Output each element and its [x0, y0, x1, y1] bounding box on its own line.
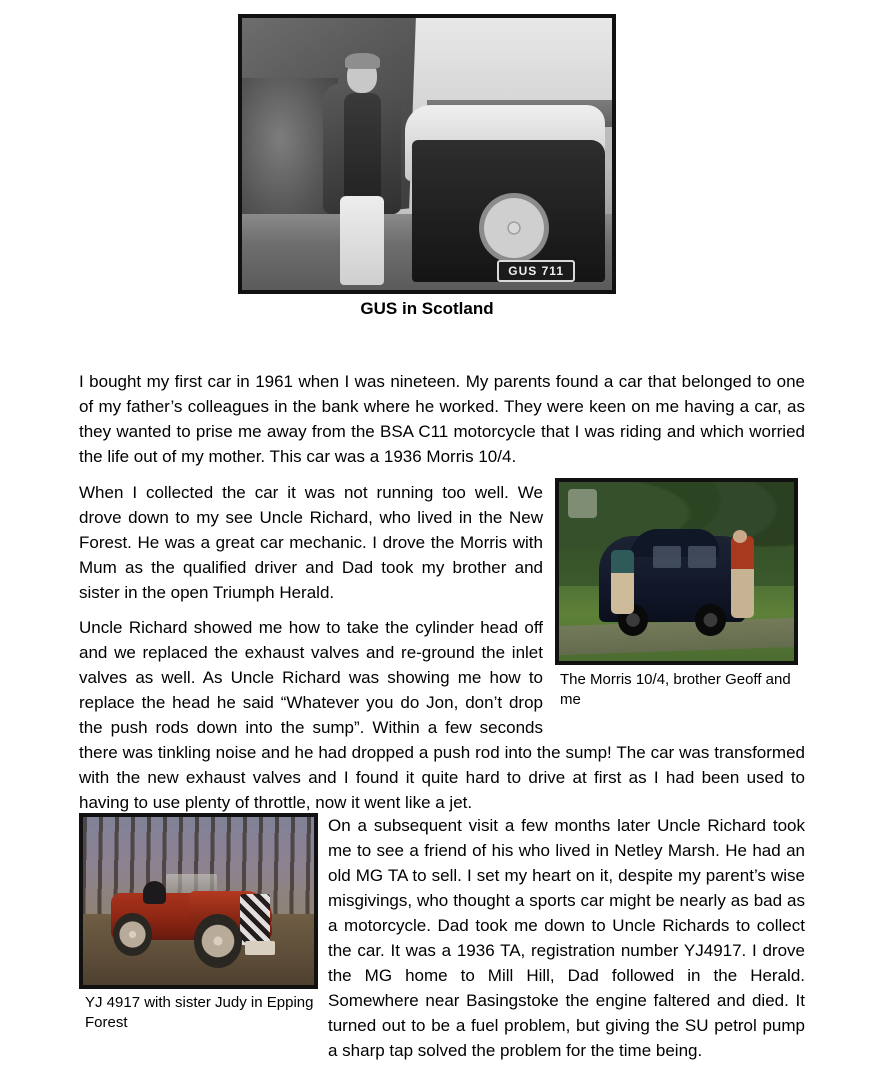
- photo-gus-man-cap: [345, 53, 380, 69]
- photo-morris-person-right: [731, 536, 755, 618]
- photo-mg-registration-plate: [245, 941, 275, 954]
- photo-mg-ta-yj4917: [79, 813, 318, 989]
- photo-gus-man-legs: [340, 196, 384, 285]
- paragraph-cylinder-head: [79, 615, 805, 815]
- text-wrap-spacer-morris: [543, 615, 805, 727]
- photo-morris-car-window-front: [653, 546, 681, 567]
- photo-gus-content: [242, 18, 612, 290]
- photo-morris-sky-gap: [568, 489, 596, 518]
- photo-gus-spare-wheel: [479, 193, 549, 263]
- paragraph-mg-ta-purchase: On a subsequent visit a few months later Uncle Richard took me to see a friend of his who lived in Netley Marsh. He had an old MG TA to sell. I set my heart on it, despite my parent’s wise misgivings, who thought a sports car might be nearly as bad as a motorcycle. Dad took me down to Uncle Richards to collect the car. It was a 1936 TA, registration number YJ4917. I drove the MG home to Mill Hill, Dad followed in the Herald. Somewhere near Basingstoke the engine faltered and died. It turned out to be a fuel problem, but giving the SU petrol pump a sharp tap solved the problem for the time being.: [328, 816, 805, 1060]
- photo-gus-man: [316, 51, 409, 285]
- paragraph-cylinder-head-text: Uncle Richard showed me how to take the cylinder head off and we replaced the exhaust valves and re-ground the inlet valves as well. As Uncle Richard was showing me how to replace the head he said “Whatever you do Jon, don’t drop the push rods down into the sump”. Within a few seconds there was tinkling noise and he had dropped a push rod into the sump! The car was transformed with the new exhaust valves and I found it quite hard to drive at first as I had been used to having to use plenty of throttle, now it went like a jet.: [79, 618, 805, 812]
- photo-morris-car-window-rear: [688, 546, 716, 567]
- photo-gus-man-torso: [344, 93, 381, 205]
- photo-mg-content: [83, 817, 314, 985]
- photo-morris-person-left: [611, 550, 635, 614]
- caption-mg-yj4917: YJ 4917 with sister Judy in Epping Forest: [85, 994, 314, 1031]
- photo-gus-registration-plate: GUS 711: [497, 260, 575, 282]
- photo-morris-person-right-head: [733, 530, 747, 543]
- photo-gus-in-scotland: [238, 14, 616, 294]
- photo-mg-grille: [240, 894, 270, 944]
- photo-mg-driver: [143, 881, 166, 905]
- paragraph-collecting-the-car: When I collected the car it was not running too well. We drove down to my see Uncle Richard, who lived in the New Forest. He was a great car mechanic. I drove the Morris with Mum as the qualified driver and Dad took my brother and sister in the open Triumph Herald.: [79, 483, 543, 602]
- caption-gus-in-scotland: GUS in Scotland: [360, 299, 494, 318]
- paragraph-first-car: I bought my first car in 1961 when I was nineteen. My parents found a car that belonged to one of my father’s colleagues in the bank where he worked. They were keen on me having a car, as they wanted to prise me away from the BSA C11 motorcycle that I was riding and which worried the life out of my mother. This car was a 1936 Morris 10/4.: [79, 372, 805, 466]
- caption-morris-10-4: The Morris 10/4, brother Geoff and me: [560, 671, 791, 708]
